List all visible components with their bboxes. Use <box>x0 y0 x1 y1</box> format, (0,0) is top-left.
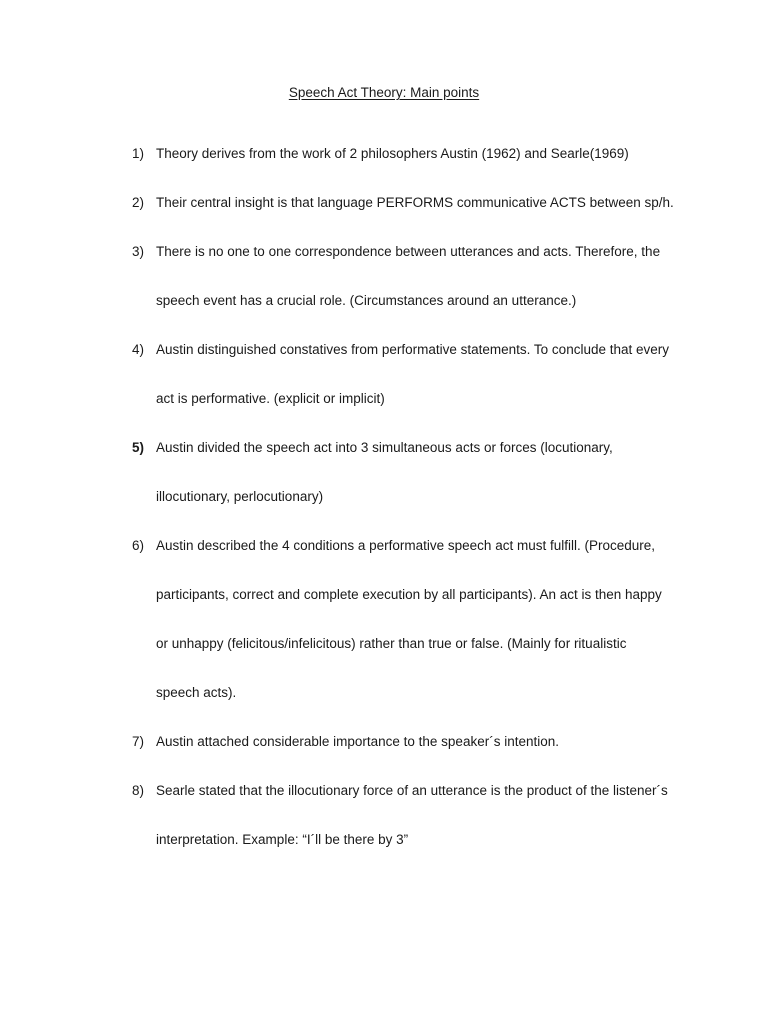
point-6-line-3: or unhappy (felicitous/infelicitous) rather than true or false. (Mainly for ritualistic <box>156 636 627 651</box>
point-7-line-1: Austin attached considerable importance to the speaker´s intention. <box>156 734 559 749</box>
point-2-number: 2) <box>132 195 145 210</box>
point-8-line-1: Searle stated that the illocutionary force of an utterance is the product of the listener´s <box>156 783 668 798</box>
point-4-number: 4) <box>132 342 145 357</box>
point-8-number: 8) <box>132 783 145 798</box>
point-1-line-1: Theory derives from the work of 2 philosophers Austin (1962) and Searle(1969) <box>156 146 629 161</box>
point-8-line-2: interpretation. Example: “I´ll be there by 3” <box>156 832 409 847</box>
point-5-line-2: illocutionary, perlocutionary) <box>156 489 324 504</box>
point-5-number: 5) <box>132 440 145 455</box>
point-6-line-2: participants, correct and complete execution by all participants). An act is then happy <box>156 587 662 602</box>
point-7-number: 7) <box>132 734 145 749</box>
point-6-line-4: speech acts). <box>156 685 237 700</box>
point-4-line-2: act is performative. (explicit or implicit) <box>156 391 385 406</box>
point-2-line-1: Their central insight is that language PERFORMS communicative ACTS between sp/h. <box>156 195 674 210</box>
point-5-line-1: Austin divided the speech act into 3 simultaneous acts or forces (locutionary, <box>156 440 613 455</box>
point-1-number: 1) <box>132 146 145 161</box>
point-3-line-1: There is no one to one correspondence between utterances and acts. Therefore, the <box>156 244 661 259</box>
point-3-line-2: speech event has a crucial role. (Circumstances around an utterance.) <box>156 293 577 308</box>
point-3-number: 3) <box>132 244 145 259</box>
document-title: Speech Act Theory: Main points <box>288 85 480 100</box>
point-6-number: 6) <box>132 538 145 553</box>
point-6-line-1: Austin described the 4 conditions a performative speech act must fulfill. (Procedure, <box>156 538 655 553</box>
point-4-line-1: Austin distinguished constatives from performative statements. To conclude that every <box>156 342 670 357</box>
